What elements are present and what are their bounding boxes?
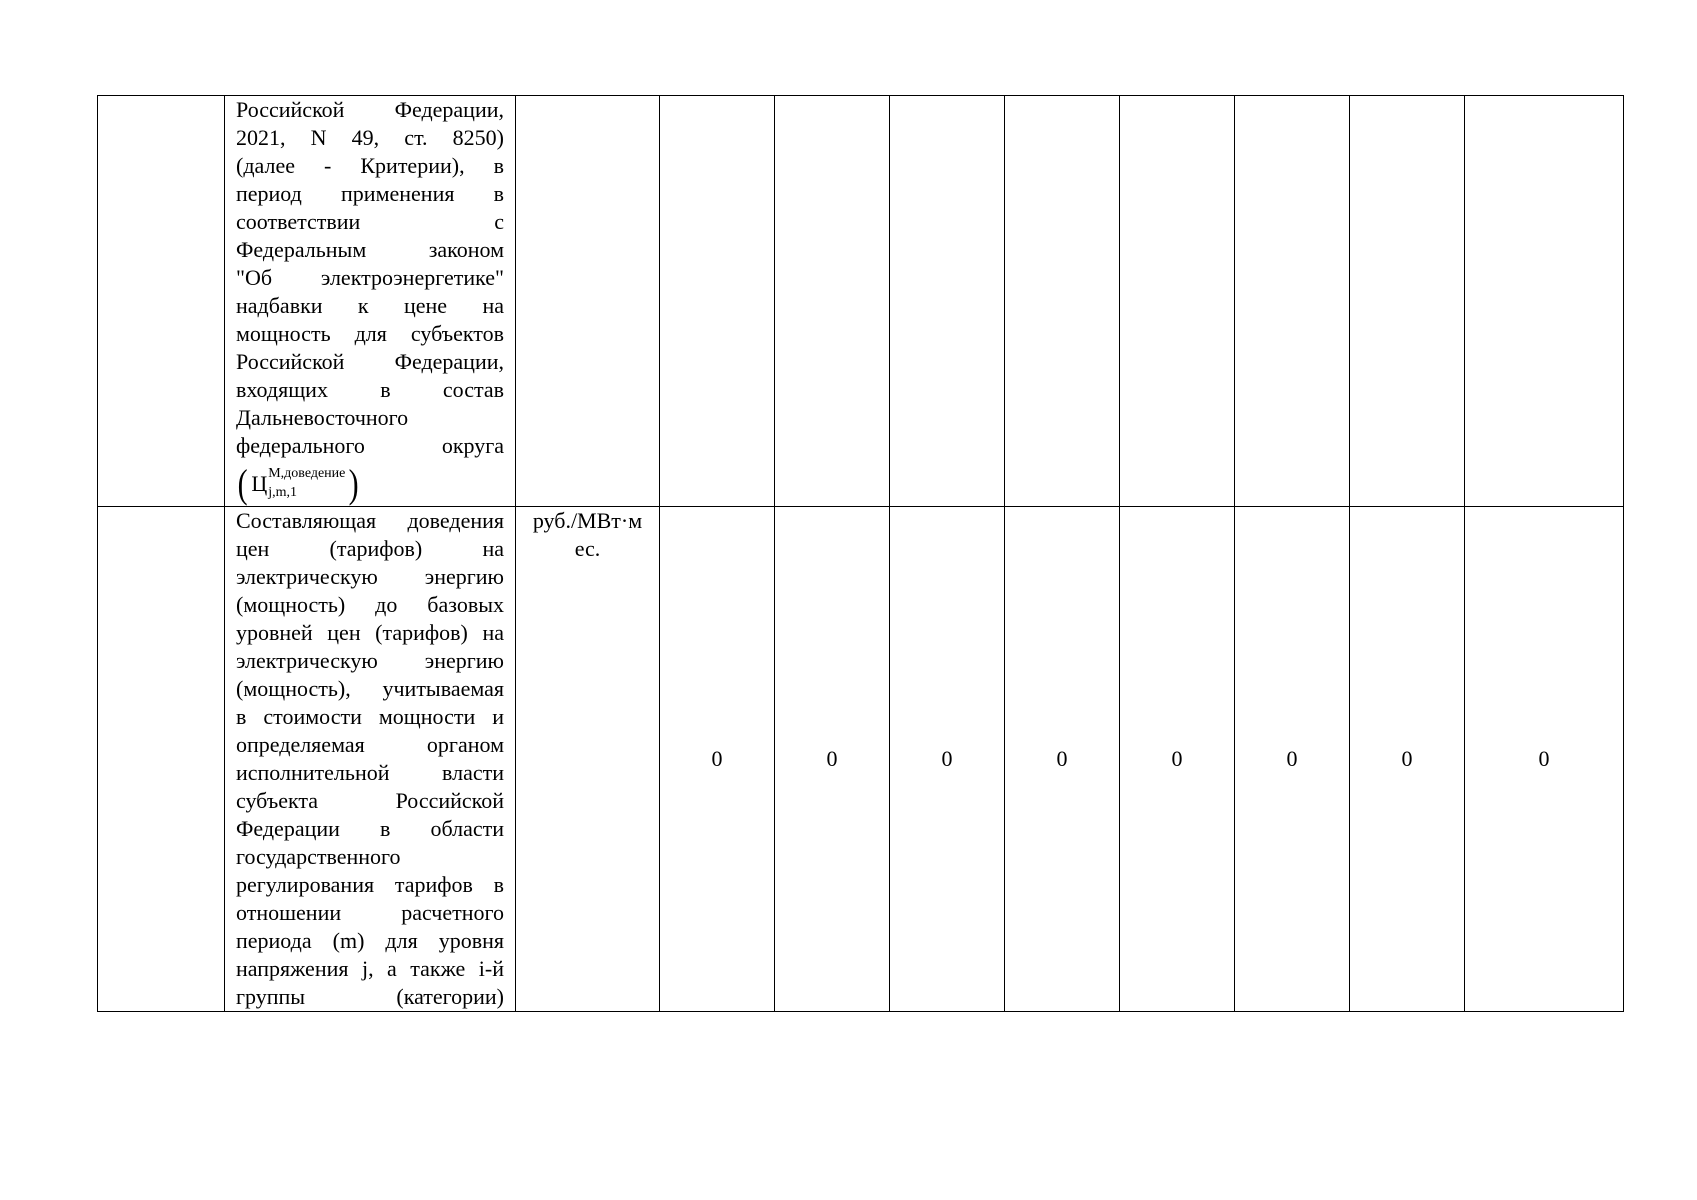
description-line: период применения в [236,181,504,206]
formula-subscript: j,m,1 [268,485,297,500]
tariff-table [97,95,1624,1012]
formula-open-paren: ( [237,461,248,506]
description-line: цен (тарифов) на [236,536,504,561]
description-line: электрическую энергию [236,564,504,589]
indicator-description-cell [225,96,516,507]
description-line: периода (m) для уровня [236,928,504,953]
description-line: государственного [236,844,401,869]
unit-text: ес. [574,536,601,561]
unit-cell [516,96,660,507]
unit-cell [516,507,660,1012]
value-cell [660,96,775,507]
value-cell [1465,96,1624,507]
value-cell: 0 [775,507,890,1012]
value-cell [1235,96,1350,507]
value-cell [1005,96,1120,507]
description-line: входящих в состав [236,377,504,402]
description-line: Федеральным законом [236,237,504,262]
description-line: Дальневосточного [236,405,409,430]
value-cell: 0 [660,507,775,1012]
description-line: Составляющая доведения [236,508,504,533]
description-line: определяемая органом [236,732,504,757]
value-cell: 0 [1005,507,1120,1012]
row-number-cell [98,507,225,1012]
description-line: группы (категории) [236,984,504,1009]
description-line: исполнительной власти [236,760,504,785]
description-line: напряжения j, а также i-й [236,956,504,981]
description-line: Российской Федерации, [236,349,504,374]
value-cell: 0 [1120,507,1235,1012]
value-cell: 0 [1350,507,1465,1012]
value-cell: 0 [1465,507,1624,1012]
table-row [98,96,1624,507]
description-line: "Об электроэнергетике" [236,265,504,290]
description-line: надбавки к цене на [236,293,504,318]
description-line: (мощность), учитываемая [236,676,504,701]
description-line: уровней цен (тарифов) на [236,620,504,645]
indicator-description-cell [225,507,516,1012]
description-line: федерального округа [236,433,504,458]
formula-superscript: М,доведение [268,466,346,481]
value-cell: 0 [890,507,1005,1012]
unit-text: руб./МВт·м [532,508,643,533]
description-line: мощность для субъектов [236,321,504,346]
description-line: электрическую энергию [236,648,504,673]
description-line: Федерации в области [236,816,504,841]
description-line: в стоимости мощности и [236,704,504,729]
price-formula [236,462,361,506]
description-line: отношении расчетного [236,900,504,925]
formula-close-paren: ) [349,461,360,506]
description-line: (далее - Критерии), в [236,153,504,178]
value-cell: 0 [1235,507,1350,1012]
value-cell [775,96,890,507]
row-number-cell [98,96,225,507]
description-line: (мощность) до базовых [236,592,504,617]
description-line: соответствии с [236,209,504,234]
formula-symbol: Ц [251,471,268,496]
table-row [98,507,1624,1012]
description-line: Российской Федерации, [236,97,504,122]
description-line: 2021, N 49, ст. 8250) [236,125,504,150]
value-cell [1120,96,1235,507]
value-cell [890,96,1005,507]
value-cell [1350,96,1465,507]
description-line: субъекта Российской [236,788,504,813]
description-line: регулирования тарифов в [236,872,504,897]
